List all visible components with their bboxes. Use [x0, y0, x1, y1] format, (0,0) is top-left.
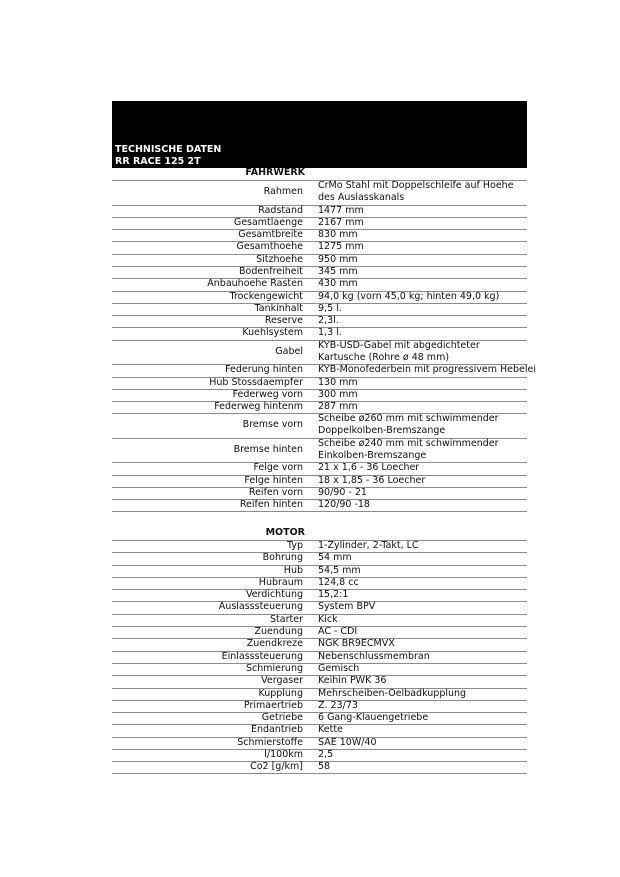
table-row [112, 601, 527, 613]
spec-label: Hubraum [258, 576, 303, 588]
spec-value: KYB-Monofederbein mit progressivem Hebelei [318, 364, 537, 376]
spec-label: Auslasssteuerung [218, 601, 303, 613]
spec-label: Federung hinten [225, 364, 303, 376]
spec-value: 130 mm [318, 376, 358, 388]
spec-label: Starter [270, 613, 303, 625]
spec-value: Gemisch [318, 662, 360, 674]
spec-value: Z. 23/73 [318, 699, 358, 711]
spec-label: Sitzhoehe [256, 253, 303, 265]
spec-label: Gesamtlaenge [233, 216, 303, 228]
spec-value: 54 mm [318, 552, 352, 564]
table-row [112, 712, 527, 724]
spec-label: Bodenfreiheit [239, 265, 303, 277]
table-row [112, 266, 527, 278]
spec-value: 2,3l. [318, 315, 339, 327]
spec-label: Co2 [g/km] [250, 761, 303, 773]
table-row [112, 438, 527, 463]
spec-value: SAE 10W/40 [318, 736, 377, 748]
spec-label: Anbauhoehe Rasten [207, 278, 303, 290]
fahrwerk-section [112, 167, 537, 512]
spec-value: AC - CDI [318, 626, 358, 638]
table-row [112, 291, 527, 303]
section-title [112, 528, 527, 540]
table-row [112, 254, 527, 266]
table-row [112, 487, 527, 499]
table-row [112, 577, 527, 589]
table-row [112, 700, 527, 712]
spec-value: 94,0 kg (vorn 45,0 kg; hinten 49,0 kg) [318, 290, 500, 302]
spec-label: Bremse vorn [242, 419, 303, 431]
table-row [112, 364, 537, 376]
table-row [112, 675, 527, 687]
spec-value: 1275 mm [318, 241, 364, 253]
spec-label: Endantrieb [250, 724, 303, 736]
table-row [112, 626, 527, 638]
spec-value: Scheibe ø240 mm mit schwimmender Einkolben-Bremszange [318, 437, 499, 461]
spec-label: Typ [287, 540, 303, 551]
spec-value: Keihin PWK 36 [318, 675, 387, 687]
table-row [112, 303, 527, 315]
spec-value: CrMo Stahl mit Doppelschleife auf Hoehe des Auslasskanals [318, 180, 514, 203]
table-row [112, 565, 527, 577]
spec-value: 58 [318, 761, 331, 773]
spec-value: 1,3 l. [318, 327, 342, 339]
spec-value: 54,5 mm [318, 564, 361, 576]
spec-value: 124,8 cc [318, 576, 359, 588]
spec-value: 2,5 [318, 749, 334, 761]
spec-label: Gesamtbreite [238, 229, 303, 241]
spec-label: Zuendung [254, 626, 303, 638]
table-row [112, 651, 527, 663]
spec-value: 2167 mm [318, 216, 364, 228]
model-name: RR RACE 125 2T [115, 156, 201, 167]
spec-label: Bohrung [262, 552, 303, 564]
spec-value: 15,2:1 [318, 589, 349, 601]
spec-label: Felge hinten [244, 474, 303, 486]
table-row [112, 499, 527, 511]
spec-value: 430 mm [318, 278, 358, 290]
spec-value: 287 mm [318, 401, 358, 413]
spec-value: NGK BR9ECMVX [318, 638, 395, 650]
spec-label: Radstand [258, 204, 303, 216]
spec-value: 1-Zylinder, 2-Takt, LC [318, 540, 419, 551]
table-row [112, 327, 527, 339]
table-row [112, 377, 527, 389]
spec-value: Kette [318, 724, 343, 736]
spec-label: Primaertrieb [243, 699, 303, 711]
spec-label: Reserve [264, 315, 303, 327]
table-row [112, 205, 527, 217]
table-row [112, 180, 527, 205]
spec-value: 1477 mm [318, 204, 364, 216]
spec-label: Zuendkreze [246, 638, 303, 650]
spec-label: Einlasssteuerung [221, 650, 303, 662]
spec-label: Vergaser [261, 675, 303, 687]
spec-label: Gabel [275, 345, 303, 357]
spec-label: Rahmen [263, 186, 303, 197]
spec-value: 300 mm [318, 388, 358, 400]
spec-label: Gesamthoehe [236, 241, 303, 253]
table-row [112, 229, 527, 241]
spec-label: Kupplung [258, 687, 303, 699]
spec-label: Trockengewicht [229, 290, 303, 302]
section-title [112, 168, 527, 180]
spec-label: Kuehlsystem [242, 327, 303, 339]
table-row [112, 688, 527, 700]
table-row [112, 663, 527, 675]
spec-value: 90/90 - 21 [318, 487, 367, 499]
table-row [112, 589, 527, 601]
motor-title: MOTOR [265, 527, 305, 538]
spec-value: 18 x 1,85 - 36 Loecher [318, 474, 426, 486]
document-title: TECHNISCHE DATEN [115, 144, 222, 155]
table-row [112, 761, 527, 773]
table-row [112, 278, 527, 290]
table-row [112, 475, 527, 487]
spec-value: 830 mm [318, 229, 358, 241]
fahrwerk-title: FAHRWERK [245, 167, 305, 178]
spec-label: l/100km [264, 749, 303, 761]
spec-label: Felge vorn [253, 462, 303, 474]
spec-value: Kick [318, 613, 338, 625]
fahrwerk-table [112, 180, 537, 512]
spec-value: KYB-USD-Gabel mit abgedichteter Kartusche (Rohre ø 48 mm) [318, 339, 480, 363]
table-row [112, 540, 527, 552]
table-row [112, 614, 527, 626]
spec-label: Bremse hinten [233, 443, 303, 455]
spec-label: Schmierstoffe [237, 736, 303, 748]
table-row [112, 401, 527, 413]
title-banner [112, 101, 527, 168]
spec-value: 120/90 -18 [318, 499, 370, 511]
spec-value: Scheibe ø260 mm mit schwimmender Doppelkolben-Bremszange [318, 413, 499, 437]
table-row [112, 413, 527, 438]
table-row [112, 462, 527, 474]
table-row [112, 724, 527, 736]
table-row [112, 315, 527, 327]
spec-value: 950 mm [318, 253, 358, 265]
motor-table [112, 540, 527, 774]
table-row [112, 340, 527, 365]
table-row [112, 241, 527, 253]
spec-label: Verdichtung [245, 589, 303, 601]
table-row [112, 389, 527, 401]
table-row [112, 749, 527, 761]
motor-section [112, 528, 527, 774]
spec-label: Tankinhalt [254, 302, 303, 314]
spec-value: System BPV [318, 601, 376, 613]
table-row [112, 217, 527, 229]
spec-value: Mehrscheiben-Oelbadkupplung [318, 687, 467, 699]
spec-label: Reifen vorn [248, 487, 303, 499]
spec-label: Schmierung [246, 662, 303, 674]
spec-label: Hub Stossdaempfer [209, 376, 303, 388]
spec-value: 6 Gang-Klauengetriebe [318, 712, 429, 724]
spec-label: Hub [283, 564, 303, 576]
spec-value: Nebenschlussmembran [318, 650, 430, 662]
table-row [112, 552, 527, 564]
spec-label: Federweg hintenm [214, 401, 303, 413]
spec-label: Federweg vorn [232, 388, 303, 400]
spec-value: 21 x 1,6 - 36 Loecher [318, 462, 420, 474]
spec-label: Reifen hinten [239, 499, 303, 511]
table-row [112, 638, 527, 650]
spec-label: Getriebe [261, 712, 303, 724]
spec-value: 345 mm [318, 265, 358, 277]
spec-value: 9,5 l. [318, 302, 342, 314]
table-row [112, 737, 527, 749]
